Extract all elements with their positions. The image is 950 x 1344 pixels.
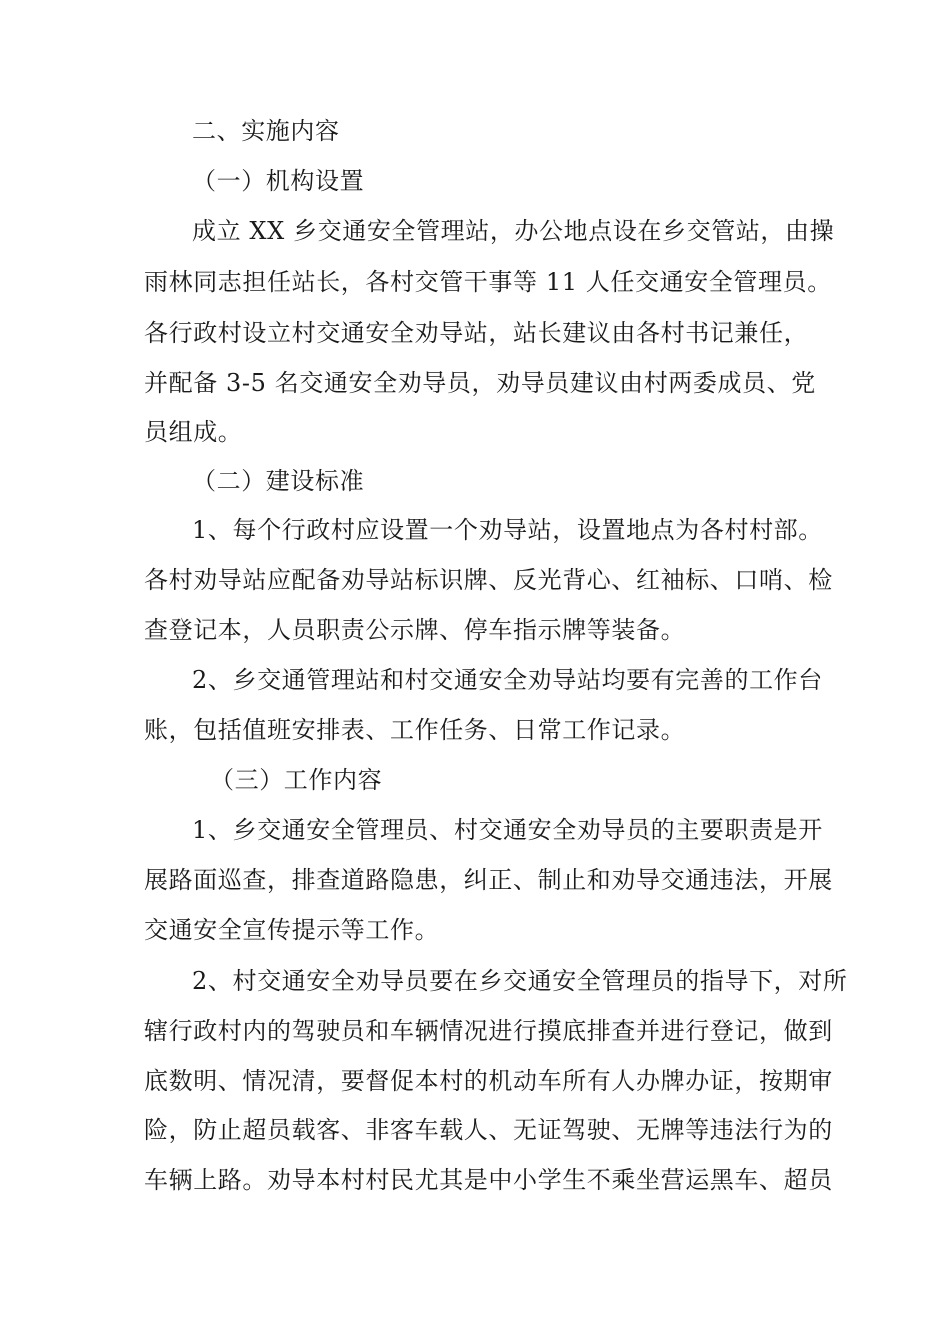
paragraph-line: 车辆上路。劝导本村村民尤其是中小学生不乘坐营运黑车、超员 [144,1166,833,1194]
paragraph-line: 并配备 3-5 名交通安全劝导员，劝导员建议由村两委成员、党 [144,369,816,397]
paragraph-line: 各村劝导站应配备劝导站标识牌、反光背心、红袖标、口哨、检 [144,566,833,594]
paragraph-line: 交通安全宣传提示等工作。 [144,916,440,944]
subsection-heading-standards: （二）建设标准 [192,467,365,495]
section-heading-implementation: 二、实施内容 [192,117,340,145]
paragraph-line: 1、每个行政村应设置一个劝导站，设置地点为各村村部。 [192,516,823,544]
paragraph-line: 2、村交通安全劝导员要在乡交通安全管理员的指导下，对所 [192,967,848,995]
subsection-heading-work: （三）工作内容 [210,766,383,794]
paragraph-line: 险，防止超员载客、非客车载人、无证驾驶、无牌等违法行为的 [144,1116,833,1144]
paragraph-line: 各行政村设立村交通安全劝导站，站长建议由各村书记兼任， [144,319,809,347]
paragraph-line: 2、乡交通管理站和村交通安全劝导站均要有完善的工作台 [192,666,823,694]
paragraph-line: 底数明、情况清，要督促本村的机动车所有人办牌办证，按期审 [144,1067,833,1095]
paragraph-line: 成立 XX 乡交通安全管理站，办公地点设在乡交管站，由操 [192,217,835,245]
paragraph-line: 查登记本，人员职责公示牌、停车指示牌等装备。 [144,616,686,644]
subsection-heading-organization: （一）机构设置 [192,167,365,195]
paragraph-line: 雨林同志担任站长，各村交管干事等 11 人任交通安全管理员。 [144,268,832,296]
paragraph-line: 辖行政村内的驾驶员和车辆情况进行摸底排查并进行登记，做到 [144,1017,833,1045]
paragraph-line: 1、乡交通安全管理员、村交通安全劝导员的主要职责是开 [192,816,823,844]
paragraph-line: 账，包括值班安排表、工作任务、日常工作记录。 [144,716,686,744]
paragraph-line: 员组成。 [144,418,243,446]
paragraph-line: 展路面巡查，排查道路隐患，纠正、制止和劝导交通违法，开展 [144,866,833,894]
